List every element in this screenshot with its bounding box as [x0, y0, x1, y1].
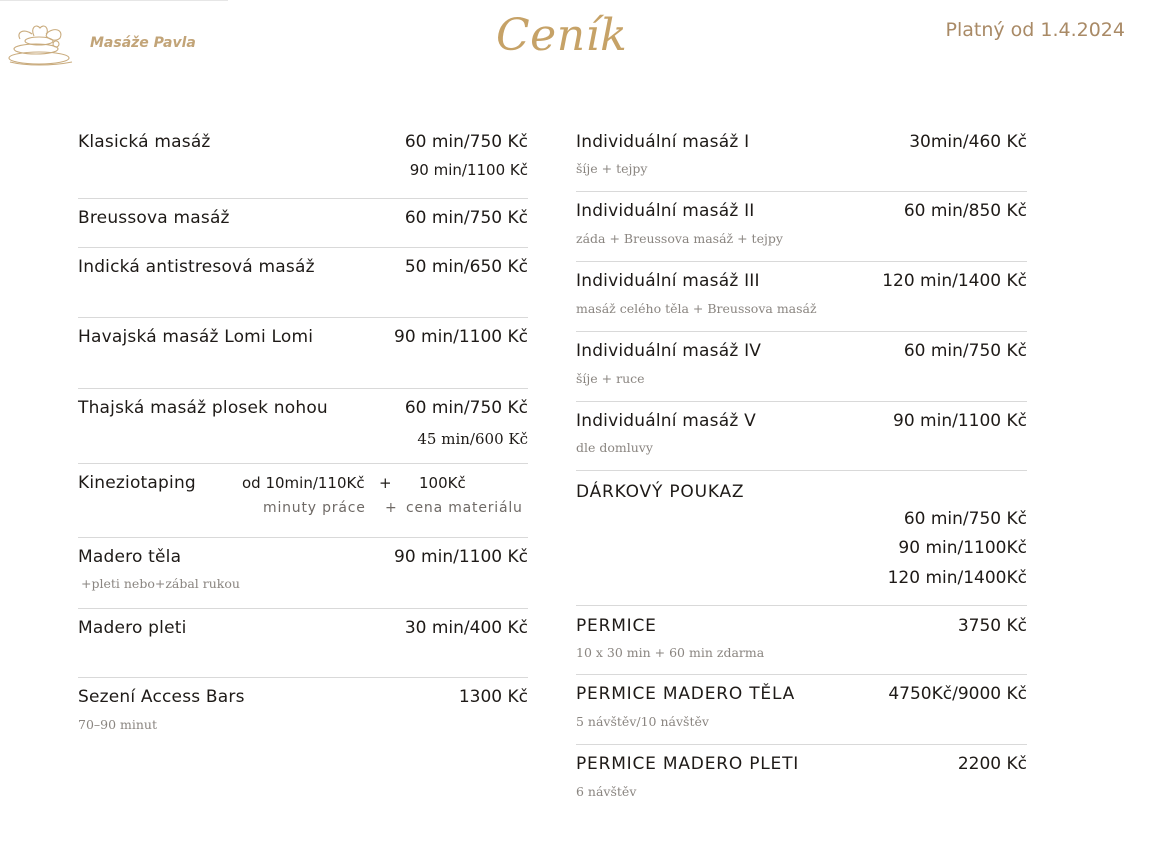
price-item: [576, 192, 1027, 262]
item-price-work: od 10min/110Kč: [242, 474, 365, 492]
item-note: záda + Breussova masáž + tejpy: [576, 231, 783, 246]
item-note: šíje + ruce: [576, 371, 645, 386]
item-price: 120 min/1400 Kč: [882, 271, 1027, 291]
price-item: [78, 678, 528, 748]
price-item: [576, 402, 1027, 471]
item-name: Havajská masáž Lomi Lomi: [78, 327, 314, 347]
price-item: [576, 332, 1027, 402]
item-price: 60 min/750 Kč: [903, 341, 1027, 361]
price-item-kineziotaping: [78, 464, 528, 538]
plus-sign: +: [385, 500, 398, 516]
price-item: [78, 318, 528, 389]
price-list-right: [576, 127, 1027, 815]
item-name: Individuální masáž V: [576, 411, 756, 431]
item-name: Klasická masáž: [78, 132, 211, 152]
item-name: DÁRKOVÝ POUKAZ: [576, 482, 745, 502]
item-name: Individuální masáž III: [576, 271, 760, 291]
item-note: 10 x 30 min + 60 min zdarma: [576, 645, 765, 660]
item-note: 70–90 minut: [78, 717, 158, 732]
price-item: [78, 609, 528, 678]
item-price: 50 min/650 Kč: [404, 257, 528, 277]
item-price-secondary: 45 min/600 Kč: [417, 430, 528, 448]
gift-voucher: [576, 471, 1027, 606]
item-name: Sezení Access Bars: [78, 687, 245, 707]
massage-stones-logo-icon: [6, 20, 76, 66]
price-item: [78, 389, 528, 464]
item-note: šíje + tejpy: [576, 161, 648, 176]
item-price: 1300 Kč: [458, 687, 528, 707]
price-item: [576, 606, 1027, 675]
voucher-option: 120 min/1400Kč: [887, 568, 1027, 588]
item-name: PERMICE: [576, 616, 657, 636]
page-title: Ceník: [496, 10, 628, 61]
price-item: [78, 127, 528, 199]
item-price: 60 min/850 Kč: [903, 201, 1027, 221]
item-name: Individuální masáž II: [576, 201, 755, 221]
price-item: [78, 538, 528, 609]
item-price: 30 min/400 Kč: [404, 618, 528, 638]
item-price: 60 min/750 Kč: [404, 398, 528, 418]
top-divider: [0, 0, 228, 1]
price-item: [78, 199, 528, 248]
plus-sign: +: [379, 474, 392, 492]
price-item: [78, 248, 528, 318]
valid-from-date: Platný od 1.4.2024: [945, 19, 1125, 41]
material-label: cena materiálu: [406, 500, 523, 516]
item-name: PERMICE MADERO TĚLA: [576, 684, 796, 704]
item-price: 90 min/1100 Kč: [893, 411, 1027, 431]
item-note: dle domluvy: [576, 440, 653, 455]
price-list-left: [78, 127, 528, 748]
voucher-option: 60 min/750 Kč: [903, 509, 1027, 529]
item-name: Kineziotaping: [78, 473, 196, 493]
item-name: Thajská masáž plosek nohou: [78, 398, 328, 418]
item-price-secondary: 90 min/1100 Kč: [409, 161, 528, 179]
item-price: 60 min/750 Kč: [404, 208, 528, 228]
item-name: Madero pleti: [78, 618, 187, 638]
item-price: 3750 Kč: [957, 616, 1027, 636]
item-note: +pleti nebo+zábal rukou: [81, 576, 240, 591]
item-price: 90 min/1100 Kč: [394, 327, 528, 347]
item-price: 30min/460 Kč: [909, 132, 1027, 152]
work-label: minuty práce: [263, 500, 366, 516]
item-note: 5 návštěv/10 návštěv: [576, 714, 709, 729]
item-name: Individuální masáž I: [576, 132, 750, 152]
item-price: 2200 Kč: [957, 754, 1027, 774]
item-price: 4750Kč/9000 Kč: [888, 684, 1027, 704]
item-name: PERMICE MADERO PLETI: [576, 754, 800, 774]
item-price-material: 100Kč: [419, 474, 466, 492]
item-price: 90 min/1100 Kč: [394, 547, 528, 567]
item-name: Indická antistresová masáž: [78, 257, 315, 277]
item-name: Breussova masáž: [78, 208, 230, 228]
item-note: 6 návštěv: [576, 784, 637, 799]
price-item: [576, 745, 1027, 815]
price-item: [576, 675, 1027, 745]
item-note: masáž celého těla + Breussova masáž: [576, 301, 817, 316]
voucher-option: 90 min/1100Kč: [898, 538, 1027, 558]
item-name: Individuální masáž IV: [576, 341, 762, 361]
price-item: [576, 262, 1027, 332]
brand-logo[interactable]: [6, 18, 206, 68]
brand-name: Masáže Pavla: [90, 35, 196, 51]
price-item: [576, 127, 1027, 192]
item-price: 60 min/750 Kč: [404, 132, 528, 152]
item-name: Madero těla: [78, 547, 182, 567]
